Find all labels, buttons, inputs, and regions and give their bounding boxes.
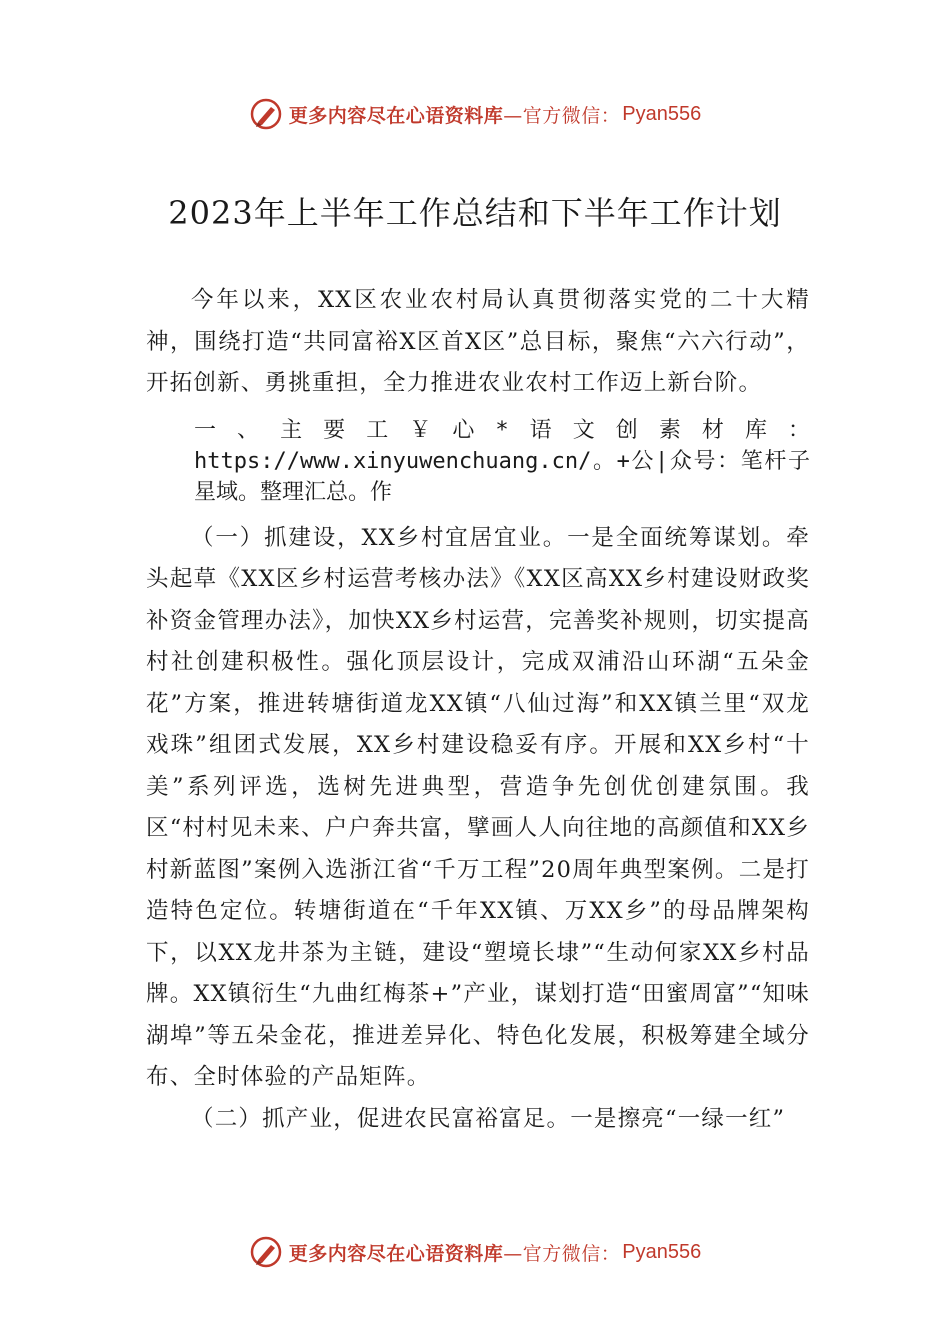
banner-text: 更多内容尽在心语资料库 bbox=[288, 1242, 504, 1265]
pen-logo-icon bbox=[249, 97, 283, 131]
pen-logo-icon bbox=[249, 1235, 283, 1269]
paragraph-section-heading: 一、主要工￥心*语文创素材库：https://www.xinyuwenchuang.cn/。+公|众号：笔杆子星域。整理汇总。作 bbox=[194, 417, 810, 505]
banner-text: 更多内容尽在心语资料库 bbox=[288, 104, 504, 127]
paragraph-industry: （二）抓产业，促进农民富裕富足。一是擦亮“一绿一红” bbox=[191, 1105, 786, 1132]
paragraph-construction: （一）抓建设，XX乡村宜居宜业。一是全面统筹谋划。牵头起草《XX区乡村运营考核办法》《XX区高XX乡村建设财政奖补资金管理办法》，加快XX乡村运营，完善奖补规则，切实提高村社创建积极性。强化顶层设计，完成双浦沿山环湖“五朵金花”方案，推进转塘街道龙XX镇“八仙过海”和XX镇兰里“双龙戏珠”组团式发展，XX乡村建设稳妥有序。开展和XX乡村“十美”系列评选，选树先进典型，营造争先创优创建氛围。我区“村村见未来、户户奔共富，擘画人人向往地的高颜值和XX乡村新蓝图”案例入选浙江省“千万工程”20周年典型案例。二是打造特色定位。转塘街道在“千年XX镇、万XX乡”的母品牌架构下，以XX龙井茶为主链，建设“塑境长埭”“生动何家XX乡村品牌。XX镇衍生“九曲红梅茶+”产业，谋划打造“田蜜周富”“知味湖埠”等五朵金花，推进差异化、特色化发展，积极筹建全域分布、全时体验的产品矩阵。 bbox=[146, 524, 810, 1090]
header-banner bbox=[0, 94, 950, 134]
document-title: 2023年上半年工作总结和下半年工作计划 bbox=[168, 194, 782, 232]
banner-official: —官方微信： bbox=[503, 1242, 621, 1265]
document-body bbox=[146, 280, 810, 1140]
footer-banner bbox=[0, 1232, 950, 1272]
banner-official: —官方微信： bbox=[503, 104, 621, 127]
paragraph-intro: 今年以来，XX区农业农村局认真贯彻落实党的二十大精神，围绕打造“共同富裕X区首X区”总目标，聚焦“六六行动”，开拓创新、勇挑重担，全力推进农业农村工作迈上新台阶。 bbox=[146, 287, 810, 396]
banner-wechat-id: Pyan556 bbox=[622, 102, 702, 125]
banner-wechat-id: Pyan556 bbox=[622, 1240, 702, 1263]
